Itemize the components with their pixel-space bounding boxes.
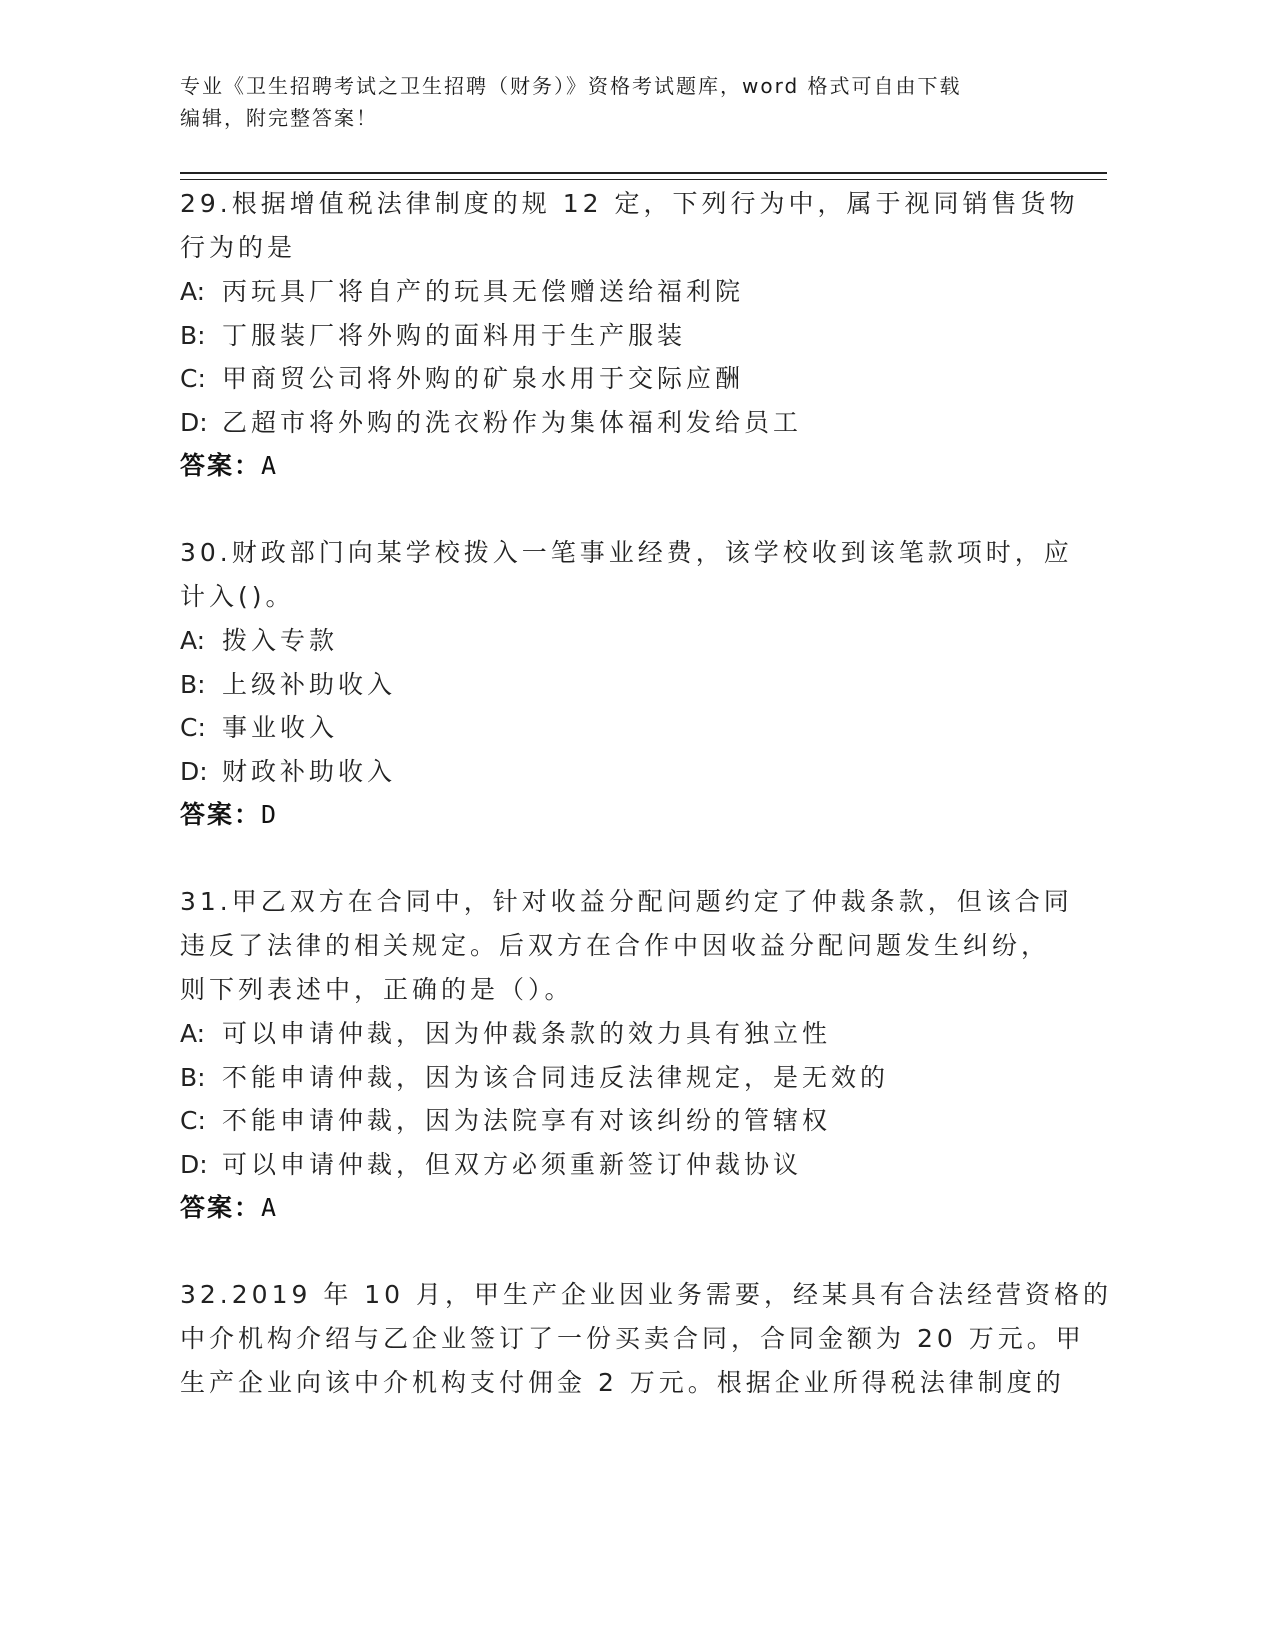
- header-divider-thick: [180, 172, 1107, 174]
- option-c: [180, 357, 1080, 401]
- option-b: [180, 663, 1080, 707]
- option-c: [180, 706, 1080, 750]
- question-text: 30.财政部门向某学校拨入一笔事业经费，该学校收到该笔款项时，应: [180, 538, 1073, 567]
- header-divider-thin: [180, 179, 1107, 180]
- answer-line: [180, 793, 1080, 837]
- option-letter: C:: [180, 364, 206, 393]
- answer-line: [180, 1186, 1080, 1230]
- option-letter: B:: [180, 1062, 206, 1092]
- option-text: 丁服装厂将外购的面料用于生产服装: [222, 320, 687, 350]
- header-line-2: 编辑，附完整答案！: [180, 106, 378, 130]
- option-letter: B:: [180, 320, 206, 350]
- option-text: 上级补助收入: [222, 669, 397, 699]
- answer-value: D: [261, 800, 279, 829]
- document-header: [180, 70, 1040, 134]
- question-text: 行为的是: [180, 233, 297, 262]
- option-a: [180, 270, 1080, 314]
- option-b: [180, 314, 1080, 358]
- option-letter: D:: [180, 1149, 208, 1179]
- question-text: 32.2019 年 10 月，甲生产企业因业务需要，经某具有合法经营资格的: [180, 1280, 1113, 1309]
- option-a: [180, 619, 1080, 663]
- answer-label: 答案：: [180, 451, 262, 480]
- option-letter: C:: [180, 713, 206, 742]
- question-30: [180, 531, 1080, 837]
- option-text: 财政补助收入: [222, 756, 397, 786]
- option-letter: A:: [180, 1019, 206, 1048]
- answer-value: A: [261, 1193, 279, 1222]
- option-text: 拨入专款: [222, 626, 339, 655]
- question-text: 中介机构介绍与乙企业签订了一份买卖合同，合同金额为 20 万元。甲: [180, 1324, 1085, 1353]
- option-text: 不能申请仲裁，因为法院享有对该纠纷的管辖权: [222, 1106, 832, 1135]
- question-spacer: [180, 488, 1080, 531]
- question-29: [180, 182, 1080, 488]
- answer-label: 答案：: [180, 1193, 262, 1222]
- question-31: [180, 880, 1080, 1230]
- question-32: [180, 1273, 1113, 1405]
- question-text: 生产企业向该中介机构支付佣金 2 万元。根据企业所得税法律制度的: [180, 1368, 1065, 1397]
- answer-value: A: [261, 451, 279, 480]
- question-text: 计入()。: [180, 582, 295, 611]
- option-b: [180, 1056, 1080, 1100]
- header-line-1: 专业《卫生招聘考试之卫生招聘（财务）》资格考试题库，word 格式可自由下载: [180, 74, 962, 98]
- answer-line: [180, 444, 1080, 488]
- answer-label: 答案：: [180, 800, 262, 829]
- option-text: 事业收入: [222, 713, 339, 742]
- question-text: 则下列表述中，正确的是（）。: [180, 975, 574, 1004]
- question-spacer: [180, 837, 1080, 880]
- option-letter: B:: [180, 669, 206, 699]
- option-letter: A:: [180, 626, 206, 655]
- option-d: [180, 401, 1080, 445]
- question-text: 31.甲乙双方在合同中，针对收益分配问题约定了仲裁条款，但该合同: [180, 887, 1073, 916]
- option-letter: D:: [180, 407, 208, 437]
- question-text: 29.根据增值税法律制度的规 12 定，下列行为中，属于视同销售货物: [180, 189, 1079, 218]
- option-a: [180, 1012, 1080, 1056]
- option-text: 可以申请仲裁，但双方必须重新签订仲裁协议: [222, 1149, 803, 1179]
- option-text: 可以申请仲裁，因为仲裁条款的效力具有独立性: [222, 1019, 832, 1048]
- question-text: 违反了法律的相关规定。后双方在合作中因收益分配问题发生纠纷，: [180, 931, 1051, 960]
- option-c: [180, 1099, 1080, 1143]
- option-text: 甲商贸公司将外购的矿泉水用于交际应酬: [222, 364, 745, 393]
- question-list: [180, 182, 1113, 1405]
- option-letter: C:: [180, 1106, 206, 1135]
- option-d: [180, 750, 1080, 794]
- option-letter: D:: [180, 756, 208, 786]
- option-text: 不能申请仲裁，因为该合同违反法律规定，是无效的: [222, 1062, 890, 1092]
- option-text: 乙超市将外购的洗衣粉作为集体福利发给员工: [222, 407, 803, 437]
- question-spacer: [180, 1230, 1080, 1273]
- option-text: 丙玩具厂将自产的玩具无偿赠送给福利院: [222, 277, 745, 306]
- option-letter: A:: [180, 277, 206, 306]
- option-d: [180, 1143, 1080, 1187]
